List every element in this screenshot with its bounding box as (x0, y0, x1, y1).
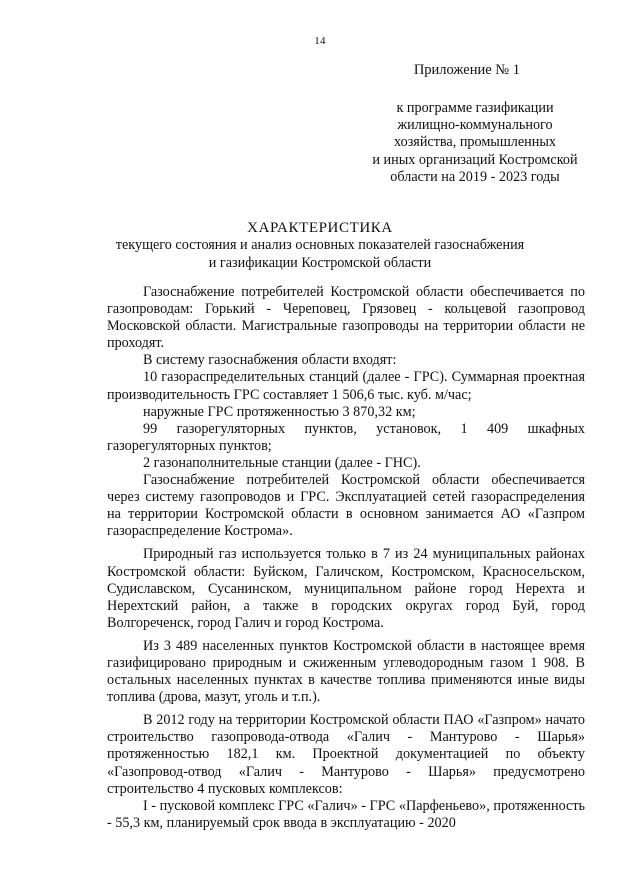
paragraph: 2 газонаполнительные станции (далее - ГНС). (143, 454, 421, 471)
paragraph: Из 3 489 населенных пунктов Костромской области в настоящее время газифицировано природным и сжиженным углеводородным газом 1 908. В остальных населенных пунктах в качестве топлива применяются иные виды топлива (дрова, мазут, уголь и т.п.). (107, 637, 585, 706)
appendix-note-line: жилищно-коммунального (397, 117, 553, 134)
paragraph: В систему газоснабжения области входят: (143, 352, 397, 369)
document-subtitle-line: текущего состояния и анализ основных показателей газоснабжения (115, 237, 525, 253)
appendix-note (355, 100, 595, 186)
document-subtitle-line: и газификации Костромской области (208, 254, 432, 271)
paragraph: 99 газорегуляторных пунктов, установок, 1 409 шкафных газорегуляторных пунктов; (107, 420, 585, 454)
paragraph: наружные ГРС протяженностью 3 870,32 км; (143, 403, 416, 420)
page-number: 14 (314, 35, 326, 47)
paragraph: Газоснабжение потребителей Костромской области обеспечивается по газопроводам: Горький - Череповец, Грязовец - кольцевой газопровод Московской области. Магистральные газопроводы на территории области не проходят. (107, 284, 585, 352)
appendix-note-line: области на 2019 - 2023 годы (390, 168, 560, 185)
document-title: ХАРАКТЕРИСТИКА (247, 220, 393, 236)
body-text (107, 284, 585, 832)
paragraph: 10 газораспределительных станций (далее - ГРС). Суммарная проектная производительность ГРС составляет 1 506,6 тыс. куб. м/час; (107, 369, 585, 403)
title-block (0, 219, 640, 272)
appendix-note-line: и иных организаций Костромской (372, 151, 578, 168)
paragraph: I - пусковой комплекс ГРС «Галич» - ГРС «Парфеньево», протяженность - 55,3 км, планируемый срок ввода в эксплуатацию - 2020 (107, 797, 585, 831)
paragraph: Природный газ используется только в 7 из 24 муниципальных районах Костромской области: Буйском, Галичском, Костромском, Красносельском, Судиславском, Сусанинском, муниципальном районе город Нерехта и Нерехтский район, а также в городских округах город Буй, город Волгореченск, город Галич и город Кострома. (107, 546, 585, 631)
appendix-note-line: хозяйства, промышленных (394, 134, 556, 151)
paragraph: Газоснабжение потребителей Костромской области обеспечивается через систему газопроводов и ГРС. Эксплуатацией сетей газораспределения на территории Костромской области в основном занимается АО «Газпром газораспределение Кострома». (107, 472, 585, 540)
appendix-label: Приложение № 1 (413, 62, 520, 78)
paragraph: В 2012 году на территории Костромской области ПАО «Газпром» начато строительство газопровода-отвода «Галич - Мантурово - Шарья» протяженностью 182,1 км. Проектной документацией по объекту «Газопровод-отвод «Галич - Мантурово - Шарья» предусмотрено строительство 4 пусковых комплексов: (107, 712, 585, 797)
appendix-note-line: к программе газификации (396, 100, 554, 116)
